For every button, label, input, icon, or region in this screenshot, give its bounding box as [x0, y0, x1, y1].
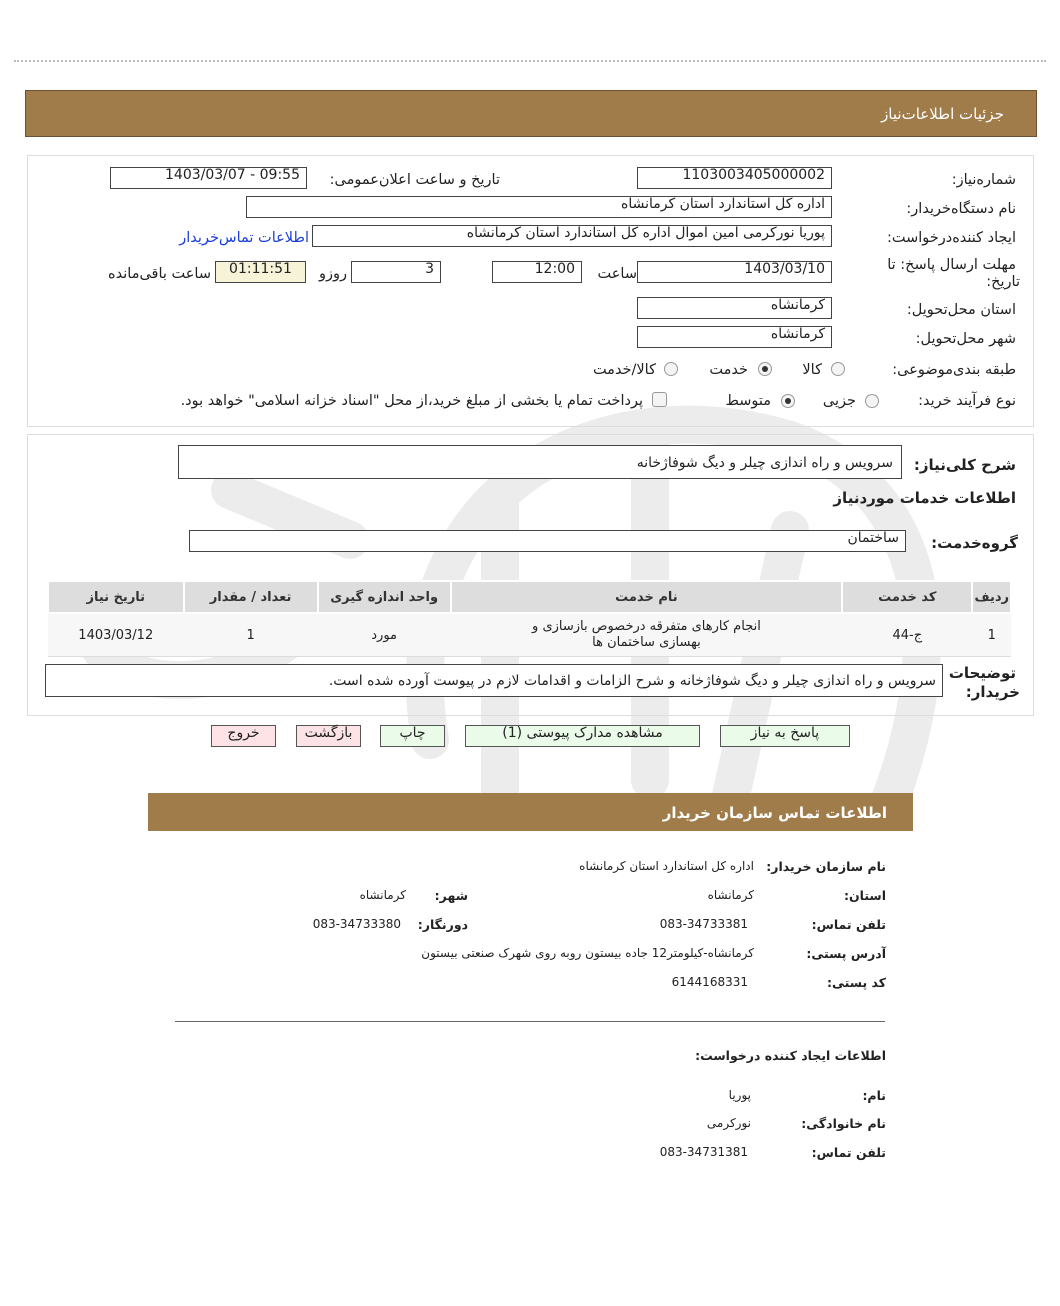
contact-province-value: کرمانشاه — [707, 888, 754, 902]
details-header-title: جزئیات اطلاعات‌نیاز — [881, 105, 1004, 123]
services-title: اطلاعات خدمات موردنیاز — [833, 489, 1016, 507]
buyer-org-field[interactable]: اداره کل استاندارد استان کرمانشاه — [246, 196, 832, 218]
city-label: شهر محل‌تحویل: — [915, 331, 1016, 347]
notes-label: توضیحات — [948, 664, 1016, 682]
contact-province-label: استان: — [843, 888, 886, 903]
remaining-label: ساعت باقی‌مانده — [108, 266, 211, 282]
creator-name-label: نام: — [862, 1088, 886, 1103]
print-button[interactable]: چاپ — [380, 725, 445, 747]
days-label: روزو — [318, 266, 347, 282]
process-option-medium: متوسط — [725, 393, 771, 409]
cell-date: 1403/03/12 — [48, 613, 184, 657]
category-option-goods-service: کالا/خدمت — [592, 362, 656, 378]
process-label: نوع فرآیند خرید: — [918, 393, 1016, 409]
exit-button[interactable]: خروج — [211, 725, 276, 747]
process-option-minor: جزیی — [822, 393, 856, 409]
notes-field[interactable]: سرویس و راه اندازی چیلر و دیگ شوفاژخانه و شرح الزامات و اقدامات لازم در پیوست آورده شده است. — [45, 664, 943, 697]
cell-qty: 1 — [184, 613, 318, 657]
table-row — [48, 613, 1011, 657]
col-unit: واحد اندازه گیری — [318, 581, 451, 613]
col-name: نام خدمت — [451, 581, 842, 613]
city-field[interactable]: کرمانشاه — [637, 326, 832, 348]
deadline-label: مهلت ارسال پاسخ: تا — [887, 257, 1016, 273]
col-date: تاریخ نیاز — [48, 581, 184, 613]
contact-fax-label: دورنگار: — [417, 917, 468, 932]
notes-label-buyer: خریدار: — [965, 683, 1020, 701]
buyer-org-label: نام دستگاه‌خریدار: — [906, 201, 1016, 217]
details-header — [25, 90, 1037, 137]
province-label: استان محل‌تحویل: — [906, 302, 1016, 318]
attachments-button[interactable]: مشاهده مدارک پیوستی (1) — [465, 725, 700, 747]
category-radio-goods-service[interactable] — [664, 362, 678, 376]
creator-family-value: نورکرمی — [706, 1116, 751, 1130]
services-table — [47, 580, 1012, 657]
contact-city-label: شهر: — [434, 888, 468, 903]
contact-postal-label: کد پستی: — [826, 975, 886, 990]
contact-phone-label: تلفن تماس: — [811, 917, 886, 932]
group-label: گروه‌خدمت: — [931, 534, 1018, 552]
contact-address-label: آدرس پستی: — [806, 946, 886, 961]
category-option-goods: کالا — [802, 362, 822, 378]
creator-phone-value: 083-34731381 — [659, 1145, 748, 1159]
contact-postal-value: 6144168331 — [671, 975, 748, 989]
announce-label: تاریخ و ساعت اعلان‌عمومی: — [329, 172, 500, 188]
need-number-field[interactable]: 1103003405000002 — [637, 167, 832, 189]
payment-checkbox[interactable] — [652, 392, 667, 407]
summary-label: شرح کلی‌نیاز: — [913, 456, 1016, 474]
announce-field[interactable]: 1403/03/07 - 09:55 — [110, 167, 307, 189]
creator-phone-label: تلفن تماس: — [811, 1145, 886, 1160]
creator-label: ایجاد کننده‌درخواست: — [887, 230, 1016, 246]
cell-code: ج-44 — [842, 613, 972, 657]
summary-field[interactable]: سرویس و راه اندازی چیلر و دیگ شوفاژخانه — [178, 445, 902, 479]
deadline-date-field[interactable]: 1403/03/10 — [637, 261, 832, 283]
contact-org-value: اداره کل استاندارد استان کرمانشاه — [579, 859, 754, 873]
contact-fax-value: 083-34733380 — [312, 917, 401, 931]
group-field[interactable]: ساختمان — [189, 530, 906, 552]
process-radio-minor[interactable] — [865, 394, 879, 408]
creator-info-title: اطلاعات ایجاد کننده درخواست: — [695, 1048, 886, 1063]
creator-name-value: پوریا — [728, 1088, 751, 1102]
contact-phone-value: 083-34733381 — [659, 917, 748, 931]
deadline-time-label: ساعت — [597, 266, 637, 282]
reply-button[interactable]: پاسخ به نیاز — [720, 725, 850, 747]
cell-name: انجام کارهای متفرقه درخصوص بازسازی و بهسازی ساختمان ها — [451, 613, 842, 657]
col-row: ردیف — [972, 581, 1011, 613]
buyer-contact-link[interactable]: اطلاعات تماس‌خریدار — [179, 230, 309, 246]
remaining-time-field: 01:11:51 — [215, 261, 306, 283]
cell-unit: مورد — [318, 613, 451, 657]
days-field[interactable]: 3 — [351, 261, 441, 283]
services-table-header — [48, 581, 1011, 613]
contact-org-label: نام سازمان خریدار: — [766, 859, 886, 874]
contact-header — [148, 793, 913, 831]
process-radio-medium[interactable] — [781, 394, 795, 408]
col-code: کد خدمت — [842, 581, 972, 613]
deadline-time-field[interactable]: 12:00 — [492, 261, 582, 283]
top-dotted-divider — [14, 60, 1046, 62]
deadline-label-date: تاریخ: — [986, 274, 1020, 290]
contact-header-title: اطلاعات تماس سازمان خریدار — [662, 804, 887, 822]
contact-address-value: کرمانشاه-کیلومتر12 جاده بیستون روبه روی شهرک صنعتی بیستون — [421, 946, 754, 960]
category-radio-service[interactable] — [758, 362, 772, 376]
contact-divider — [175, 1021, 885, 1022]
creator-family-label: نام خانوادگی: — [801, 1116, 886, 1131]
contact-city-value: کرمانشاه — [359, 888, 406, 902]
payment-note: پرداخت تمام یا بخشی از مبلغ خرید،از محل "اسناد خزانه اسلامی" خواهد بود. — [180, 393, 643, 409]
creator-field[interactable]: پوریا نورکرمی امین اموال اداره کل استاندارد استان کرمانشاه — [312, 225, 832, 247]
need-number-label: شماره‌نیاز: — [951, 172, 1016, 188]
back-button[interactable]: بازگشت — [296, 725, 361, 747]
cell-row: 1 — [972, 613, 1011, 657]
category-label: طبقه بندی‌موضوعی: — [892, 362, 1016, 378]
col-qty: تعداد / مقدار — [184, 581, 318, 613]
category-radio-goods[interactable] — [831, 362, 845, 376]
province-field[interactable]: کرمانشاه — [637, 297, 832, 319]
category-option-service: خدمت — [709, 362, 748, 378]
